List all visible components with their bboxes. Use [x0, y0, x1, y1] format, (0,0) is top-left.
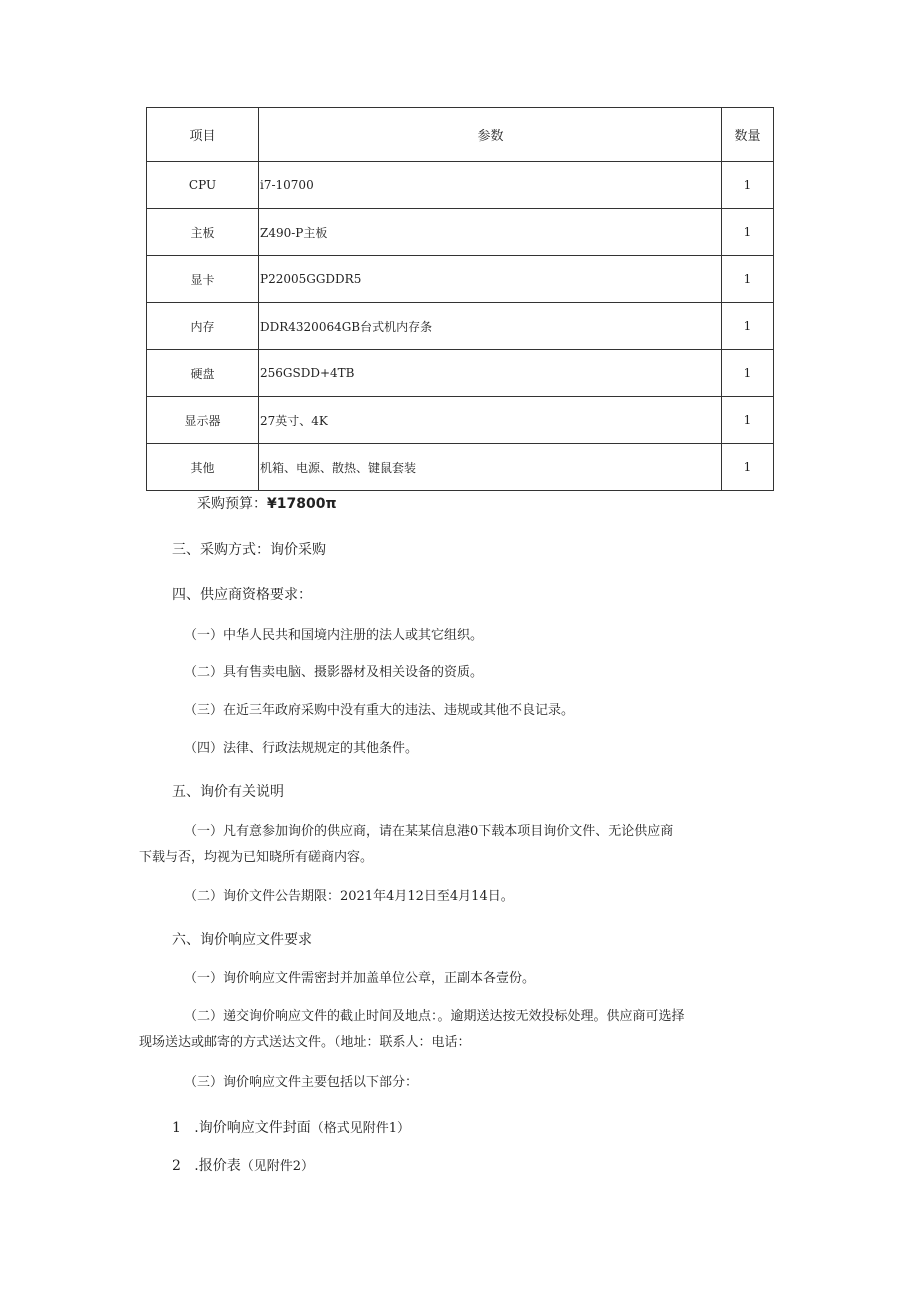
- section-4-item: （二）具有售卖电脑、摄影器材及相关设备的资质。: [184, 665, 484, 680]
- section-5-heading: 五、询价有关说明: [172, 784, 284, 800]
- table-row: [147, 303, 774, 350]
- row-item: 其他: [147, 444, 259, 491]
- row-item: 内存: [147, 303, 259, 350]
- section-3: [172, 539, 326, 559]
- row-param: 27英寸、4K: [259, 397, 722, 444]
- section-4-heading: 四、供应商资格要求：: [172, 587, 312, 603]
- row-param: Z490-P主板: [259, 209, 722, 256]
- row-param: 256GSDD+4TB: [259, 350, 722, 397]
- row-item: CPU: [147, 162, 259, 209]
- header-qty: 数量: [722, 108, 774, 162]
- row-param: P22005GGDDR5: [259, 256, 722, 303]
- row-param: 机箱、电源、散热、键鼠套装: [259, 444, 722, 491]
- table-row: [147, 350, 774, 397]
- section-5-p1-line2: 下载与否，均视为已知晓所有磋商内容。: [139, 850, 374, 865]
- table-row: [147, 397, 774, 444]
- list-item: [172, 1117, 410, 1137]
- section-6-p1: （一）询价响应文件需密封并加盖单位公章，正副本各壹份。: [184, 971, 536, 986]
- section-3-value: 询价采购: [270, 542, 326, 558]
- list-note: （见附件2）: [240, 1159, 315, 1174]
- row-qty: 1: [722, 162, 774, 209]
- row-qty: 1: [722, 303, 774, 350]
- section-6-p2-line2: 现场送达或邮寄的方式送达文件。（地址：联系人：电话：: [139, 1035, 471, 1050]
- row-qty: 1: [722, 397, 774, 444]
- header-item: 项目: [147, 108, 259, 162]
- section-5-p2: （二）询价文件公告期限：2021年4月12日至4月14日。: [184, 889, 514, 904]
- spec-table: [146, 107, 774, 491]
- row-item: 显卡: [147, 256, 259, 303]
- row-qty: 1: [722, 256, 774, 303]
- list-title: .报价表: [194, 1158, 241, 1174]
- header-param: 参数: [259, 108, 722, 162]
- row-item: 硬盘: [147, 350, 259, 397]
- list-num: 1: [172, 1120, 181, 1136]
- list-item: [172, 1155, 314, 1175]
- section-6-p3: （三）询价响应文件主要包括以下部分：: [184, 1075, 419, 1090]
- budget-value: ¥17800π: [267, 496, 337, 512]
- section-6-p2-line1: （二）递交询价响应文件的截止时间及地点：。逾期送达按无效投标处理。供应商可选择: [184, 1009, 685, 1024]
- table-row: [147, 444, 774, 491]
- list-num: 2: [172, 1158, 181, 1174]
- section-4-item: （一）中华人民共和国境内注册的法人或其它组织。: [184, 628, 484, 643]
- section-4-item: （四）法律、行政法规规定的其他条件。: [184, 741, 419, 756]
- row-qty: 1: [722, 350, 774, 397]
- table-header-row: [147, 108, 774, 162]
- section-3-heading: 三、采购方式：: [172, 542, 270, 558]
- budget-line: [197, 493, 337, 513]
- row-item: 主板: [147, 209, 259, 256]
- list-note: （格式见附件1）: [310, 1121, 411, 1136]
- budget-label: 采购预算：: [197, 496, 267, 512]
- row-item: 显示器: [147, 397, 259, 444]
- list-title: .询价响应文件封面: [194, 1120, 311, 1136]
- row-qty: 1: [722, 209, 774, 256]
- row-param: i7-10700: [259, 162, 722, 209]
- section-5-p1-line1: （一）凡有意参加询价的供应商，请在某某信息港0下载本项目询价文件、无论供应商: [184, 824, 674, 839]
- row-param: DDR4320064GB台式机内存条: [259, 303, 722, 350]
- section-4-item: （三）在近三年政府采购中没有重大的违法、违规或其他不良记录。: [184, 703, 575, 718]
- row-qty: 1: [722, 444, 774, 491]
- section-6-heading: 六、询价响应文件要求: [172, 932, 312, 948]
- table-row: [147, 209, 774, 256]
- table-row: [147, 256, 774, 303]
- table-row: [147, 162, 774, 209]
